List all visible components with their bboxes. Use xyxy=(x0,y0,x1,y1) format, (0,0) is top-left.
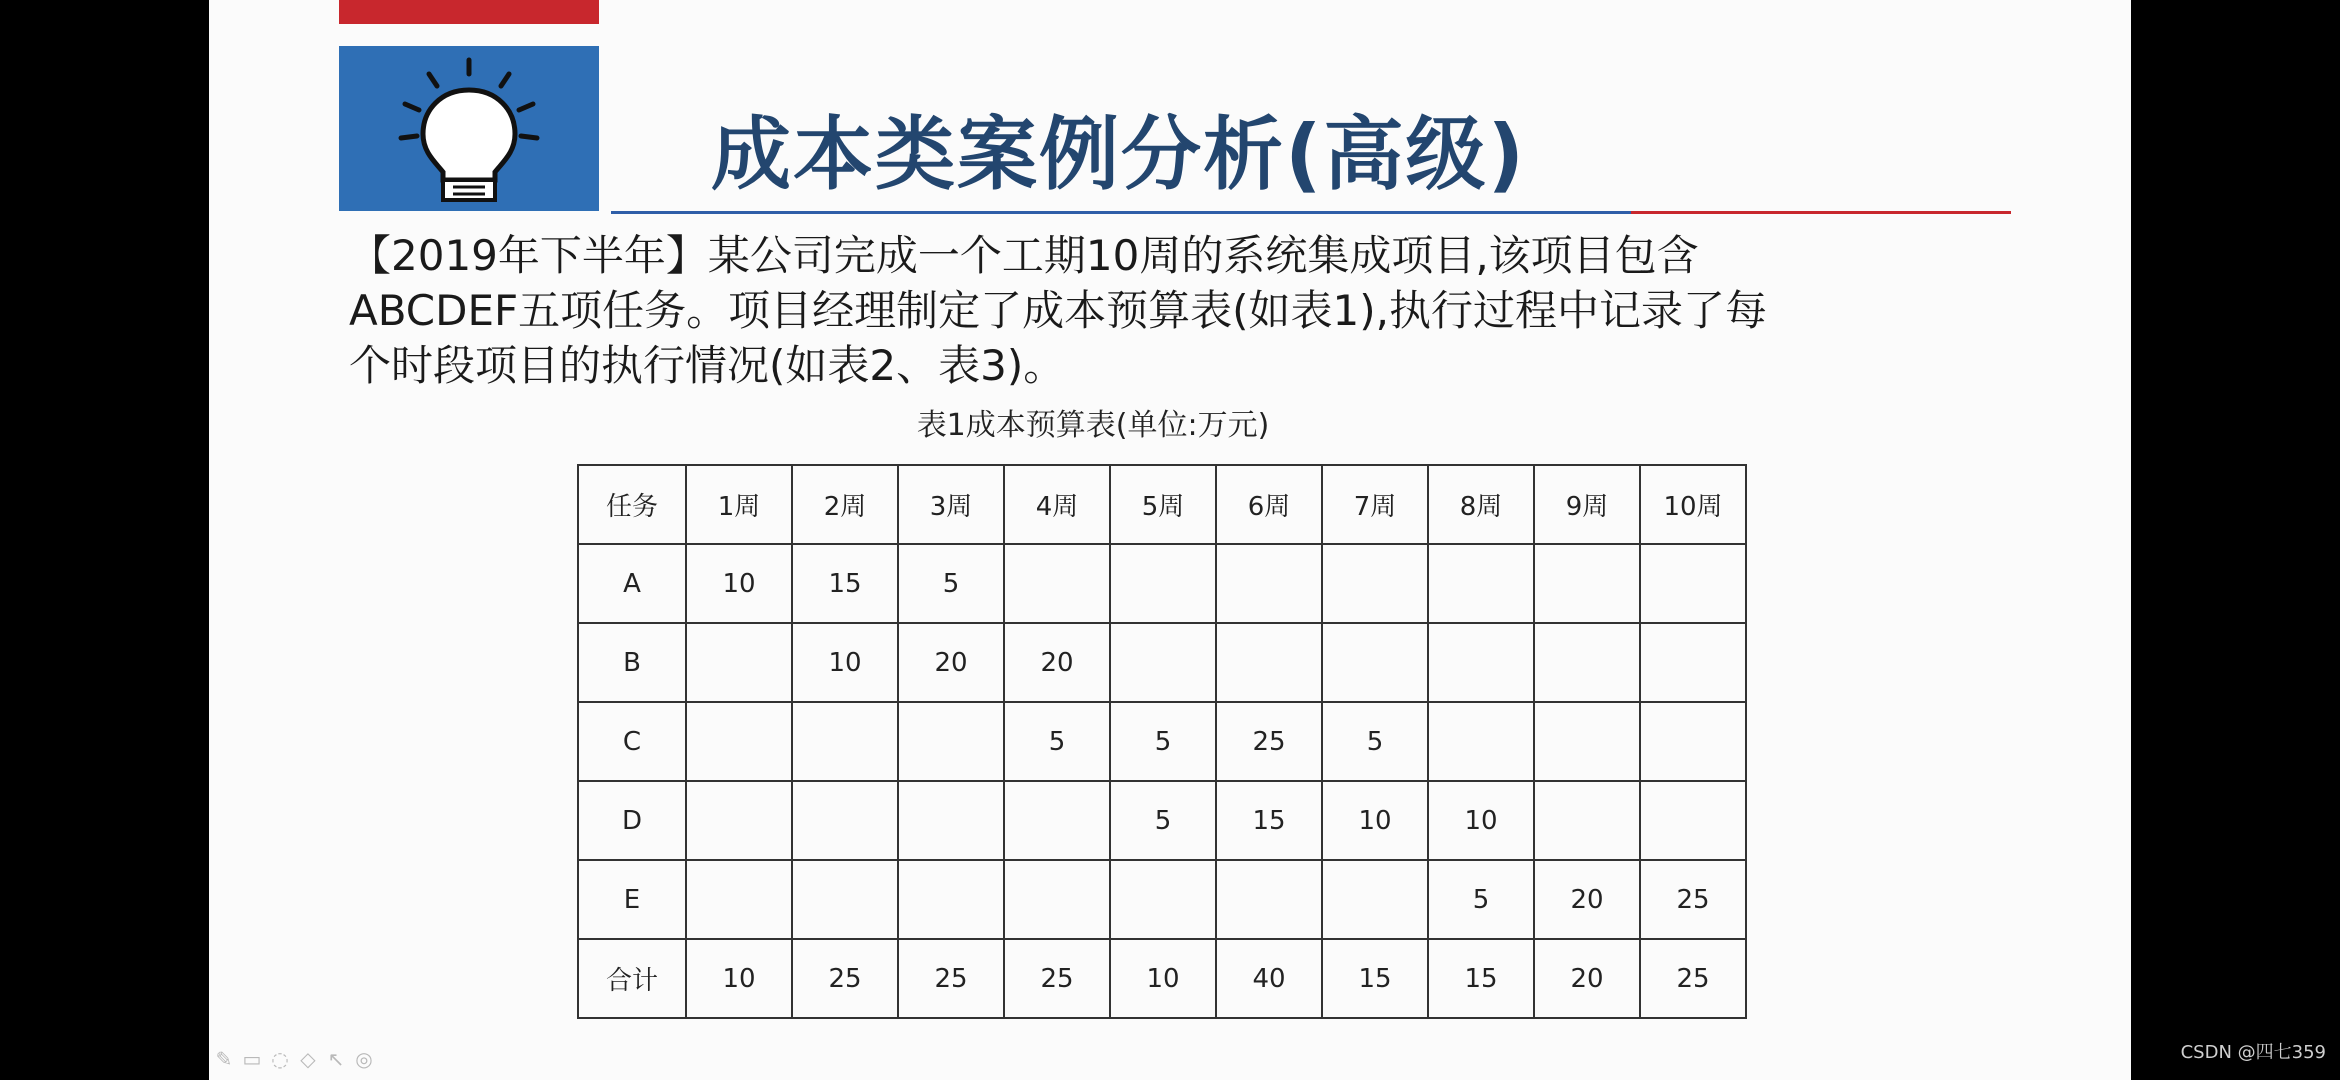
table-cell xyxy=(1004,860,1110,939)
table-cell xyxy=(898,860,1004,939)
table-cell xyxy=(898,702,1004,781)
header-cell: 5周 xyxy=(1110,465,1216,544)
table-cell: 25 xyxy=(1004,939,1110,1018)
table-cell: B xyxy=(578,623,686,702)
table-cell xyxy=(1640,702,1746,781)
table-cell: 合计 xyxy=(578,939,686,1018)
table-row xyxy=(578,781,1746,860)
table-header-row xyxy=(578,465,1746,544)
table-cell xyxy=(1640,781,1746,860)
table-cell: 15 xyxy=(1322,939,1428,1018)
red-accent-bar xyxy=(339,0,599,24)
table-cell: 15 xyxy=(792,544,898,623)
table-cell: 5 xyxy=(1110,781,1216,860)
header-cell: 3周 xyxy=(898,465,1004,544)
table-cell: 15 xyxy=(1428,939,1534,1018)
table-row xyxy=(578,702,1746,781)
table-row xyxy=(578,623,1746,702)
table-cell xyxy=(686,860,792,939)
table-cell: E xyxy=(578,860,686,939)
table-cell: 10 xyxy=(1110,939,1216,1018)
icon-box xyxy=(339,46,599,211)
table-cell xyxy=(1216,860,1322,939)
table-cell xyxy=(686,702,792,781)
table-cell xyxy=(1428,544,1534,623)
table-cell: A xyxy=(578,544,686,623)
paragraph-line-2: ABCDEF五项任务。项目经理制定了成本预算表(如表1),执行过程中记录了每 xyxy=(349,286,1768,335)
header-cell: 7周 xyxy=(1322,465,1428,544)
table-caption-wrap xyxy=(209,404,2131,448)
table-cell xyxy=(1110,544,1216,623)
header-cell: 6周 xyxy=(1216,465,1322,544)
table-row xyxy=(578,860,1746,939)
table-cell: 40 xyxy=(1216,939,1322,1018)
laser-icon[interactable]: ◎ xyxy=(355,1047,373,1071)
watermark: CSDN @四七359 xyxy=(2180,1042,2326,1063)
screen-icon[interactable]: ▭ xyxy=(242,1047,262,1071)
table-cell xyxy=(1534,544,1640,623)
pointer-icon[interactable]: ↖ xyxy=(327,1047,345,1071)
table-cell: 10 xyxy=(686,939,792,1018)
table-cell: 10 xyxy=(1322,781,1428,860)
table-cell: 10 xyxy=(792,623,898,702)
table-cell xyxy=(898,781,1004,860)
table-cell xyxy=(792,702,898,781)
annotation-toolbar xyxy=(213,1046,375,1072)
table-cell xyxy=(1534,702,1640,781)
header-cell: 任务 xyxy=(578,465,686,544)
slide-title: 成本类案例分析(高级) xyxy=(711,108,1527,201)
table-row xyxy=(578,544,1746,623)
table-cell: 15 xyxy=(1216,781,1322,860)
lightbulb-icon xyxy=(339,46,599,211)
table-cell xyxy=(686,623,792,702)
table-cell xyxy=(1322,544,1428,623)
table-cell: 5 xyxy=(1428,860,1534,939)
table-cell: 25 xyxy=(792,939,898,1018)
table-cell xyxy=(1004,781,1110,860)
table-cell: 5 xyxy=(1110,702,1216,781)
table-cell xyxy=(1322,623,1428,702)
table-cell: 10 xyxy=(1428,781,1534,860)
header-cell: 4周 xyxy=(1004,465,1110,544)
pen-icon[interactable]: ✎ xyxy=(215,1047,233,1071)
table-caption: 表1成本预算表(单位:万元) xyxy=(916,408,1270,443)
table-cell xyxy=(1110,623,1216,702)
table-cell xyxy=(1428,623,1534,702)
table-cell xyxy=(1428,702,1534,781)
table-cell: D xyxy=(578,781,686,860)
table-total-row xyxy=(578,939,1746,1018)
header-cell: 2周 xyxy=(792,465,898,544)
table-cell xyxy=(1640,623,1746,702)
problem-paragraph xyxy=(349,228,2009,393)
table-cell: 25 xyxy=(898,939,1004,1018)
slide xyxy=(209,0,2131,1080)
cost-budget-table xyxy=(577,464,1747,1019)
marker-icon[interactable]: ◇ xyxy=(300,1047,316,1071)
table-cell xyxy=(1322,860,1428,939)
header-cell: 8周 xyxy=(1428,465,1534,544)
table-cell: 25 xyxy=(1216,702,1322,781)
header-cell: 10周 xyxy=(1640,465,1746,544)
paragraph-line-1: 【2019年下半年】某公司完成一个工期10周的系统集成项目,该项目包含 xyxy=(349,231,1699,280)
table-cell: 5 xyxy=(1322,702,1428,781)
table-cell: 25 xyxy=(1640,939,1746,1018)
table-cell: 20 xyxy=(1534,860,1640,939)
title-divider-red xyxy=(1631,211,2011,214)
table-cell xyxy=(1216,623,1322,702)
table-cell xyxy=(792,860,898,939)
table-cell: 5 xyxy=(898,544,1004,623)
table-cell: 10 xyxy=(686,544,792,623)
table-cell xyxy=(1534,781,1640,860)
paragraph-line-3: 个时段项目的执行情况(如表2、表3)。 xyxy=(349,341,1066,390)
table-cell xyxy=(1216,544,1322,623)
table-cell: 20 xyxy=(1004,623,1110,702)
header-cell: 9周 xyxy=(1534,465,1640,544)
header-cell: 1周 xyxy=(686,465,792,544)
table-cell xyxy=(1534,623,1640,702)
table-cell: 5 xyxy=(1004,702,1110,781)
table-cell xyxy=(1110,860,1216,939)
table-cell: 20 xyxy=(898,623,1004,702)
table-cell: 25 xyxy=(1640,860,1746,939)
table-cell: C xyxy=(578,702,686,781)
table-cell xyxy=(686,781,792,860)
table-cell xyxy=(792,781,898,860)
table-cell xyxy=(1640,544,1746,623)
table-cell xyxy=(1004,544,1110,623)
title-divider-blue xyxy=(611,211,1631,214)
table-cell: 20 xyxy=(1534,939,1640,1018)
eraser-icon[interactable]: ◌ xyxy=(271,1047,289,1071)
